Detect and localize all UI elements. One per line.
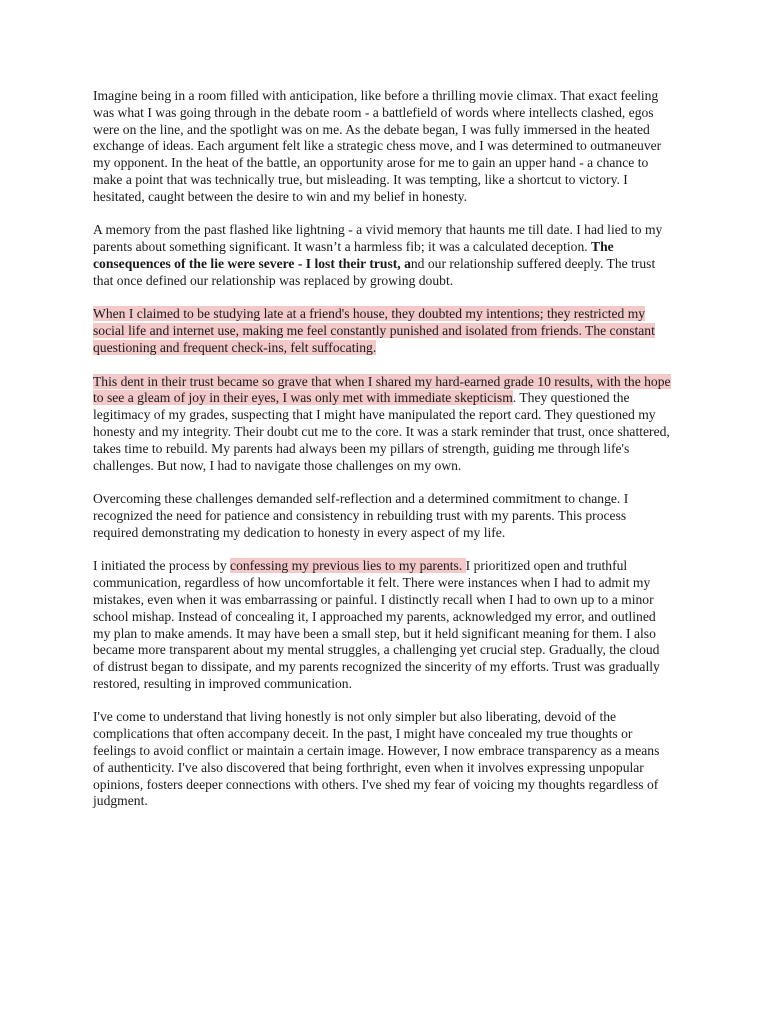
paragraph-text: . They questioned the legitimacy of my grades, suspecting that I might have manipulated the report card. They questioned my honesty and my integrity. Their doubt cut me to the core. It was a stark reminder that trust, once shattered, takes time to rebuild. My parents had always been my pillars of strength, guiding me through life's challenges. But now, I had to navigate those challenges on my own. — [93, 390, 670, 473]
essay-page — [93, 88, 673, 827]
highlighted-text: This dent in their trust became so grave that when I shared my hard-earned grade 10 results, with the hope to see a gleam of joy in their eyes, I was only met with immediate skepticism — [93, 373, 671, 406]
paragraph-self-reflection — [93, 491, 673, 541]
paragraph-text: Overcoming these challenges demanded self-reflection and a determined commitment to change. I recognized the need for patience and consistency in rebuilding trust with my parents. This process required demonstrating my dedication to honesty in every aspect of my life. — [93, 491, 629, 540]
paragraph-restrictions — [93, 306, 673, 356]
bold-statement: The consequences of the lie were severe - I lost their trust, a — [93, 239, 614, 271]
paragraph-debate — [93, 88, 673, 206]
paragraph-text: I've come to understand that living honestly is not only simpler but also liberating, devoid of the complications that often accompany deceit. In the past, I might have concealed my true thoughts or feelings to avoid conflict or maintain a certain image. However, I now embrace transparency as a means of authenticity. I've also discovered that being forthright, even when it involves expressing unpopular opinions, fosters deeper connections with others. I've shed my fear of voicing my thoughts regardless of judgment. — [93, 709, 660, 809]
highlighted-text: When I claimed to be studying late at a friend's house, they doubted my intentions; they restricted my social life and internet use, making me feel constantly punished and isolated from friends. The constant questioning and frequent check-ins, felt suffocating. — [93, 306, 655, 355]
paragraph-text: A memory from the past flashed like lightning - a vivid memory that haunts me till date. I had lied to my parents about something significant. It wasn’t a harmless fib; it was a calculated deception. — [93, 222, 663, 255]
paragraph-text: nd our relationship suffered deeply. The trust that once defined our relationship was replaced by growing doubt. — [93, 255, 656, 288]
paragraph-conclusion — [93, 709, 673, 810]
paragraph-text: I initiated the process by — [93, 558, 231, 574]
highlighted-text: confessing my previous lies to my parents. — [230, 558, 466, 574]
paragraph-confession — [93, 558, 673, 692]
paragraph-text: Imagine being in a room filled with anticipation, like before a thrilling movie climax. That exact feeling was what I was going through in the debate room - a battlefield of words where intellects clashed, egos were on the line, and the spotlight was on me. As the debate began, I was fully immersed in the heated exchange of ideas. Each argument felt like a strategic chess move, and I was determined to outmaneuver my opponent. In the heat of the battle, an opportunity arose for me to gain an upper hand - a chance to make a point that was technically true, but misleading. It was tempting, like a shortcut to victory. I hesitated, caught between the desire to win and my belief in honesty. — [93, 88, 662, 204]
paragraph-grades — [93, 374, 673, 475]
paragraph-memory — [93, 222, 673, 289]
paragraph-text: I prioritized open and truthful communication, regardless of how uncomfortable it felt. There were instances when I had to admit my mistakes, even when it was embarrassing or painful. I distinctly recall when I had to own up to a minor school mishap. Instead of concealing it, I approached my parents, acknowledged my error, and outlined my plan to make amends. It may have been a small step, but it held significant meaning for them. I also became more transparent about my mental struggles, a challenging yet crucial step. Gradually, the cloud of distrust began to dissipate, and my parents recognized the sincerity of my efforts. Trust was gradually restored, resulting in improved communication. — [93, 558, 660, 691]
